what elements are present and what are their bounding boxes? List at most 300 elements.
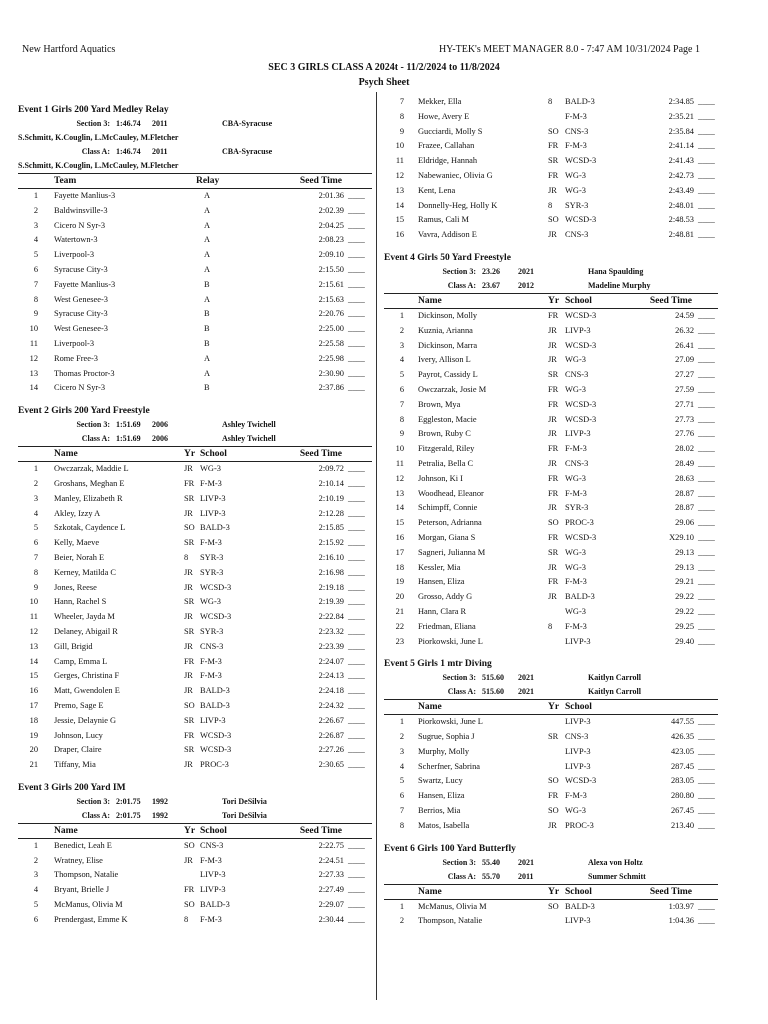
swimmer-year: JR [184, 686, 193, 696]
blank-line: ____ [698, 370, 715, 380]
swimmer-year: SR [548, 547, 559, 557]
seed-time: 2:41.14 [668, 141, 694, 151]
relay-entry-row [18, 278, 372, 293]
swimmer-name: Matos, Isabella [418, 820, 470, 830]
relay-letter: A [204, 191, 211, 200]
swimmer-name: Piorkowski, June L [418, 717, 483, 727]
swimmer-school: LIVP-3 [565, 325, 591, 335]
blank-line: ____ [348, 686, 365, 696]
swimmer-year: SR [548, 370, 559, 380]
swimmer-name: Groshans, Meghan E [54, 478, 125, 488]
seed-time: 2:34.85 [668, 97, 694, 106]
column-header [384, 884, 718, 900]
swimmer-school: F-M-3 [565, 621, 587, 631]
swimmer-name: McManus, Olivia M [54, 900, 123, 910]
swimmer-school: WG-3 [565, 547, 586, 557]
blank-line: ____ [348, 220, 365, 230]
entry-row [384, 715, 718, 730]
swimmer-school: BALD-3 [200, 900, 230, 910]
seed-rank: 1 [399, 310, 404, 320]
column-header-seed: Seed Time [649, 295, 692, 306]
blank-line: ____ [698, 156, 715, 166]
entry-row [384, 561, 718, 576]
column-header-seed: Seed Time [299, 176, 342, 186]
swimmer-name: Dickinson, Molly [418, 310, 478, 320]
swimmer-name: Petralia, Bella C [418, 458, 474, 468]
team-name: Liverpool-3 [54, 338, 95, 348]
entry-row [18, 462, 372, 477]
seed-time: 2:26.67 [318, 715, 344, 725]
seed-time: 2:25.58 [318, 338, 344, 348]
seed-time: 2:16.98 [318, 567, 344, 577]
record-line [384, 265, 718, 279]
record-year: 2021 [518, 687, 534, 697]
blank-line: ____ [698, 126, 715, 136]
swimmer-year: FR [184, 656, 195, 666]
blank-line: ____ [698, 776, 715, 786]
seed-rank: 14 [395, 200, 404, 210]
seed-time: 2:27.33 [318, 870, 344, 880]
blank-line: ____ [348, 205, 365, 215]
swimmer-year: SR [184, 493, 195, 503]
seed-rank: 16 [29, 686, 38, 696]
blank-line: ____ [348, 368, 365, 378]
seed-rank: 1 [33, 840, 38, 850]
swimmer-school: SYR-3 [200, 552, 224, 562]
team-name: Thomas Proctor-3 [54, 368, 115, 378]
blank-line: ____ [698, 355, 715, 365]
relay-letter: A [204, 368, 211, 378]
right-column [384, 95, 718, 929]
entry-row [18, 883, 372, 898]
seed-time: 2:19.18 [318, 582, 344, 592]
swimmer-year: SR [184, 715, 195, 725]
seed-rank: 5 [33, 523, 38, 533]
seed-rank: 1 [33, 464, 38, 474]
record-label: Section 3: [76, 119, 110, 128]
record-time: 23.67 [482, 280, 500, 290]
entry-row [384, 745, 718, 760]
record-time: 515.60 [482, 687, 504, 697]
entry-row [384, 760, 718, 775]
event-title: Event 2 Girls 200 Yard Freestyle [18, 406, 150, 417]
column-header-yr: Yr [548, 295, 560, 306]
seed-time: 2:30.65 [318, 760, 344, 770]
swimmer-name: Kerney, Matilda C [54, 567, 117, 577]
swimmer-year: JR [548, 340, 557, 350]
record-line [18, 432, 372, 446]
seed-time: 2:09.10 [318, 250, 344, 260]
swimmer-year: FR [548, 488, 559, 498]
event-title: Event 4 Girls 50 Yard Freestyle [384, 252, 511, 263]
column-header-school: School [565, 702, 592, 713]
seed-rank: 19 [29, 730, 38, 740]
seed-rank: 9 [399, 429, 404, 439]
entry-row [18, 684, 372, 699]
record-line [384, 671, 718, 685]
swimmer-name: Fitzgerald, Riley [418, 444, 475, 454]
swimmer-name: Gucciardi, Molly S [418, 126, 483, 136]
blank-line: ____ [348, 626, 365, 636]
entry-row [384, 605, 718, 620]
blank-line: ____ [348, 715, 365, 725]
entry-row [18, 758, 372, 773]
blank-line: ____ [348, 250, 365, 260]
swimmer-year: 8 [548, 200, 553, 210]
seed-rank: 13 [395, 185, 404, 195]
record-holder: Tori DeSilvia [222, 796, 267, 806]
seed-time: 26.32 [675, 325, 694, 335]
seed-time: 28.02 [675, 444, 694, 454]
seed-rank: 21 [29, 760, 38, 770]
blank-line: ____ [348, 656, 365, 666]
entry-row [384, 413, 718, 428]
entry-row [384, 398, 718, 413]
seed-rank: 6 [33, 538, 38, 548]
record-holder: Kaitlyn Carroll [588, 687, 641, 697]
relay-letter: A [204, 220, 211, 230]
swimmer-year: JR [548, 562, 557, 572]
entry-row [384, 900, 718, 915]
column-header-yr: Yr [184, 825, 196, 836]
swimmer-name: Morgan, Giana S [418, 532, 476, 542]
seed-rank: 8 [399, 414, 404, 424]
blank-line: ____ [348, 730, 365, 740]
seed-rank: 3 [33, 870, 38, 880]
swimmer-name: Friedman, Eliana [418, 621, 476, 631]
entry-row [18, 595, 372, 610]
seed-time: 28.63 [675, 473, 694, 483]
entry-row [18, 655, 372, 670]
seed-time: 2:27.49 [318, 885, 344, 895]
record-label: Class A: [81, 147, 110, 156]
column-header-yr: Yr [548, 702, 560, 713]
entry-row [384, 125, 718, 140]
blank-line: ____ [348, 900, 365, 910]
column-header [384, 699, 718, 715]
seed-time: 24.59 [675, 310, 694, 320]
entry-row [384, 324, 718, 339]
blank-line: ____ [698, 185, 715, 195]
team-name: Liverpool-3 [54, 250, 95, 260]
entry-row [18, 477, 372, 492]
entry-row [384, 730, 718, 745]
entry-row [18, 729, 372, 744]
record-label: Class A: [447, 687, 476, 697]
blank-line: ____ [348, 523, 365, 533]
swimmer-year: JR [548, 355, 557, 365]
seed-time: 2:04.25 [318, 220, 344, 230]
swimmer-school: SYR-3 [565, 200, 589, 210]
swimmer-school: BALD-3 [200, 523, 230, 533]
entry-row [384, 184, 718, 199]
swimmer-name: Draper, Claire [54, 745, 102, 755]
blank-line: ____ [348, 508, 365, 518]
team-name: West Genesee-3 [54, 324, 108, 334]
entry-row [384, 339, 718, 354]
swimmer-name: Benedict, Leah E [54, 840, 112, 850]
record-time: 55.70 [482, 871, 500, 881]
blank-line: ____ [348, 478, 365, 488]
seed-time: 29.13 [675, 547, 694, 557]
seed-time: 2:26.87 [318, 730, 344, 740]
entry-row [384, 199, 718, 214]
seed-rank: 2 [33, 855, 38, 865]
swimmer-name: Schimpff, Connie [418, 503, 478, 513]
blank-line: ____ [698, 310, 715, 320]
seed-rank: 4 [399, 761, 404, 771]
seed-time: 2:15.85 [318, 523, 344, 533]
swimmer-school: WCSD-3 [565, 399, 597, 409]
swimmer-year: JR [184, 760, 193, 770]
seed-time: 2:02.39 [318, 205, 344, 215]
seed-rank: 7 [399, 399, 404, 409]
seed-time: 28.87 [675, 488, 694, 498]
relay-entry-row [18, 204, 372, 219]
entry-row [384, 139, 718, 154]
blank-line: ____ [348, 612, 365, 622]
column-header-school: School [200, 825, 227, 836]
blank-line: ____ [348, 745, 365, 755]
entry-row [384, 774, 718, 789]
seed-time: 287.45 [670, 761, 694, 771]
record-time: 1:51.69 [116, 434, 141, 444]
blank-line: ____ [348, 760, 365, 770]
swimmer-school: LIVP-3 [200, 870, 226, 880]
swimmer-school: LIVP-3 [565, 717, 591, 727]
record-holder: Ashley Twichell [222, 434, 276, 444]
seed-rank: 10 [29, 324, 38, 334]
swimmer-year: JR [548, 325, 557, 335]
entry-row [18, 536, 372, 551]
swimmer-name: Wratney, Elise [54, 855, 103, 865]
blank-line: ____ [698, 820, 715, 830]
seed-rank: 20 [29, 745, 38, 755]
swimmer-year: SO [548, 806, 559, 816]
blank-line: ____ [348, 324, 365, 334]
seed-rank: 21 [395, 606, 404, 616]
swimmer-school: LIVP-3 [200, 885, 226, 895]
swimmer-year: JR [548, 230, 557, 240]
blank-line: ____ [698, 717, 715, 727]
column-header-team: Team [54, 176, 77, 186]
blank-line: ____ [698, 200, 715, 210]
seed-rank: 23 [395, 636, 404, 646]
swimmer-school: CNS-3 [565, 732, 589, 742]
record-time: 1:51.69 [116, 420, 141, 430]
swimmer-name: Nabewaniec, Olivia G [418, 170, 493, 180]
swimmer-name: Thompson, Natalie [54, 870, 119, 880]
relay-entry-row [18, 322, 372, 337]
swimmer-school: BALD-3 [200, 700, 230, 710]
relay-letter: A [204, 294, 211, 304]
swimmer-school: WCSD-3 [565, 340, 597, 350]
seed-time: 2:48.53 [668, 215, 694, 225]
seed-rank: 3 [33, 493, 38, 503]
blank-line: ____ [348, 641, 365, 651]
seed-time: 2:48.81 [668, 230, 694, 240]
seed-rank: 7 [33, 552, 38, 562]
swimmer-name: Kuznia, Arianna [418, 325, 473, 335]
swimmer-year: JR [184, 855, 193, 865]
seed-time: 27.27 [675, 370, 694, 380]
record-line [18, 795, 372, 809]
seed-rank: 10 [29, 597, 38, 607]
seed-time: 27.76 [675, 429, 694, 439]
swimmer-school: CNS-3 [565, 230, 589, 240]
swimmer-name: Johnson, Ki I [418, 473, 463, 483]
entry-row [384, 154, 718, 169]
swimmer-school: LIVP-3 [565, 916, 591, 926]
team-name: Rome Free-3 [54, 353, 98, 363]
record-label: Class A: [447, 280, 476, 290]
swimmer-school: SYR-3 [565, 503, 589, 513]
swimmer-school: F-M-3 [565, 141, 587, 151]
record-time: 1:46.74 [116, 119, 141, 128]
entry-row [384, 501, 718, 516]
swimmer-name: Szkotak, Caydence L [54, 523, 126, 533]
seed-rank: 6 [33, 264, 38, 274]
swimmer-school: F-M-3 [565, 577, 587, 587]
swimmer-school: BALD-3 [565, 901, 595, 911]
blank-line: ____ [348, 338, 365, 348]
seed-time: 2:27.26 [318, 745, 344, 755]
entry-row [384, 804, 718, 819]
swimmer-year: FR [548, 444, 559, 454]
swimmer-school: F-M-3 [565, 444, 587, 454]
blank-line: ____ [698, 636, 715, 646]
swimmer-name: Tiffany, Mia [54, 760, 96, 770]
record-holder: Kaitlyn Carroll [588, 673, 641, 683]
seed-time: 2:10.19 [318, 493, 344, 503]
swimmer-year: SO [184, 840, 195, 850]
seed-time: 29.21 [675, 577, 694, 587]
swimmer-school: CNS-3 [565, 370, 589, 380]
record-line [18, 117, 372, 131]
swimmer-school: WCSD-3 [200, 612, 232, 622]
relay-letter: B [204, 324, 210, 334]
swimmer-name: Brown, Ruby C [418, 429, 471, 439]
record-label: Section 3: [442, 857, 476, 867]
seed-rank: 2 [33, 205, 38, 215]
seed-rank: 11 [29, 338, 38, 348]
swimmer-year: JR [548, 820, 557, 830]
seed-time: 267.45 [670, 806, 694, 816]
swimmer-year: FR [184, 478, 195, 488]
record-year: 2006 [152, 434, 168, 444]
entry-row [18, 714, 372, 729]
swimmer-name: Berrios, Mia [418, 806, 461, 816]
swimmer-year: SR [184, 538, 195, 548]
seed-rank: 8 [399, 820, 404, 830]
blank-line: ____ [698, 444, 715, 454]
column-header [18, 173, 372, 189]
entry-row [18, 610, 372, 625]
blank-line: ____ [348, 191, 365, 200]
entry-row [384, 487, 718, 502]
entry-row [384, 620, 718, 635]
seed-time: 2:22.75 [318, 840, 344, 850]
record-label: Section 3: [442, 673, 476, 683]
swimmer-school: WG-3 [565, 384, 586, 394]
record-holder: Alexa von Holtz [588, 857, 643, 867]
seed-rank: 11 [29, 612, 38, 622]
swimmer-year: JR [184, 464, 193, 474]
swimmer-year: JR [184, 612, 193, 622]
seed-time: 2:15.63 [318, 294, 344, 304]
blank-line: ____ [698, 532, 715, 542]
swimmer-name: Owczarzak, Josie M [418, 384, 487, 394]
seed-rank: 1 [399, 717, 404, 727]
seed-rank: 12 [29, 626, 38, 636]
swimmer-name: Murphy, Molly [418, 746, 470, 756]
swimmer-year: SR [548, 156, 559, 166]
swimmer-year: 8 [184, 914, 189, 924]
team-name: Fayette Manlius-3 [54, 191, 116, 200]
seed-rank: 3 [399, 340, 404, 350]
seed-time: 2:35.84 [668, 126, 694, 136]
entry-row [18, 581, 372, 596]
seed-time: 283.05 [670, 776, 694, 786]
record-holder: CBA-Syracuse [222, 119, 273, 128]
record-label: Section 3: [442, 266, 476, 276]
seed-time: 2:22.84 [318, 612, 344, 622]
swimmer-school: WG-3 [200, 597, 221, 607]
swimmer-school: CNS-3 [565, 458, 589, 468]
seed-rank: 3 [399, 746, 404, 756]
seed-time: 28.87 [675, 503, 694, 513]
team-name: Cicero N Syr-3 [54, 220, 106, 230]
blank-line: ____ [698, 746, 715, 756]
swimmer-year: JR [548, 429, 557, 439]
seed-time: 2:08.23 [318, 235, 344, 245]
relay-letter: A [204, 205, 211, 215]
seed-time: 2:24.07 [318, 656, 344, 666]
column-header-seed: Seed Time [299, 825, 342, 836]
swimmer-year: SO [184, 700, 195, 710]
swimmer-school: LIVP-3 [200, 715, 226, 725]
entry-row [384, 472, 718, 487]
swimmer-school: CNS-3 [565, 126, 589, 136]
column-header-seed: Seed Time [299, 449, 342, 460]
column-header-school: School [565, 886, 592, 897]
swimmer-school: WCSD-3 [200, 745, 232, 755]
blank-line: ____ [348, 855, 365, 865]
record-line [384, 856, 718, 870]
swimmer-year: FR [548, 532, 559, 542]
seed-time: 1:03.97 [668, 901, 694, 911]
seed-rank: 12 [29, 353, 38, 363]
swimmer-school: LIVP-3 [565, 636, 591, 646]
entry-row [18, 913, 372, 928]
event-title: Event 6 Girls 100 Yard Butterfly [384, 843, 516, 854]
seed-rank: 14 [29, 383, 38, 393]
record-year: 2006 [152, 420, 168, 430]
entry-row [18, 669, 372, 684]
blank-line: ____ [698, 547, 715, 557]
seed-time: 27.73 [675, 414, 694, 424]
swimmer-school: LIVP-3 [565, 761, 591, 771]
swimmer-school: F-M-3 [565, 488, 587, 498]
swimmer-name: Delaney, Abigail R [54, 626, 118, 636]
record-line [18, 418, 372, 432]
blank-line: ____ [348, 464, 365, 474]
swimmer-name: Payrot, Cassidy L [418, 370, 478, 380]
swimmer-name: Premo, Sage E [54, 700, 104, 710]
swimmer-year: JR [548, 503, 557, 513]
column-header-name: Name [418, 702, 442, 713]
seed-rank: 2 [399, 916, 404, 926]
